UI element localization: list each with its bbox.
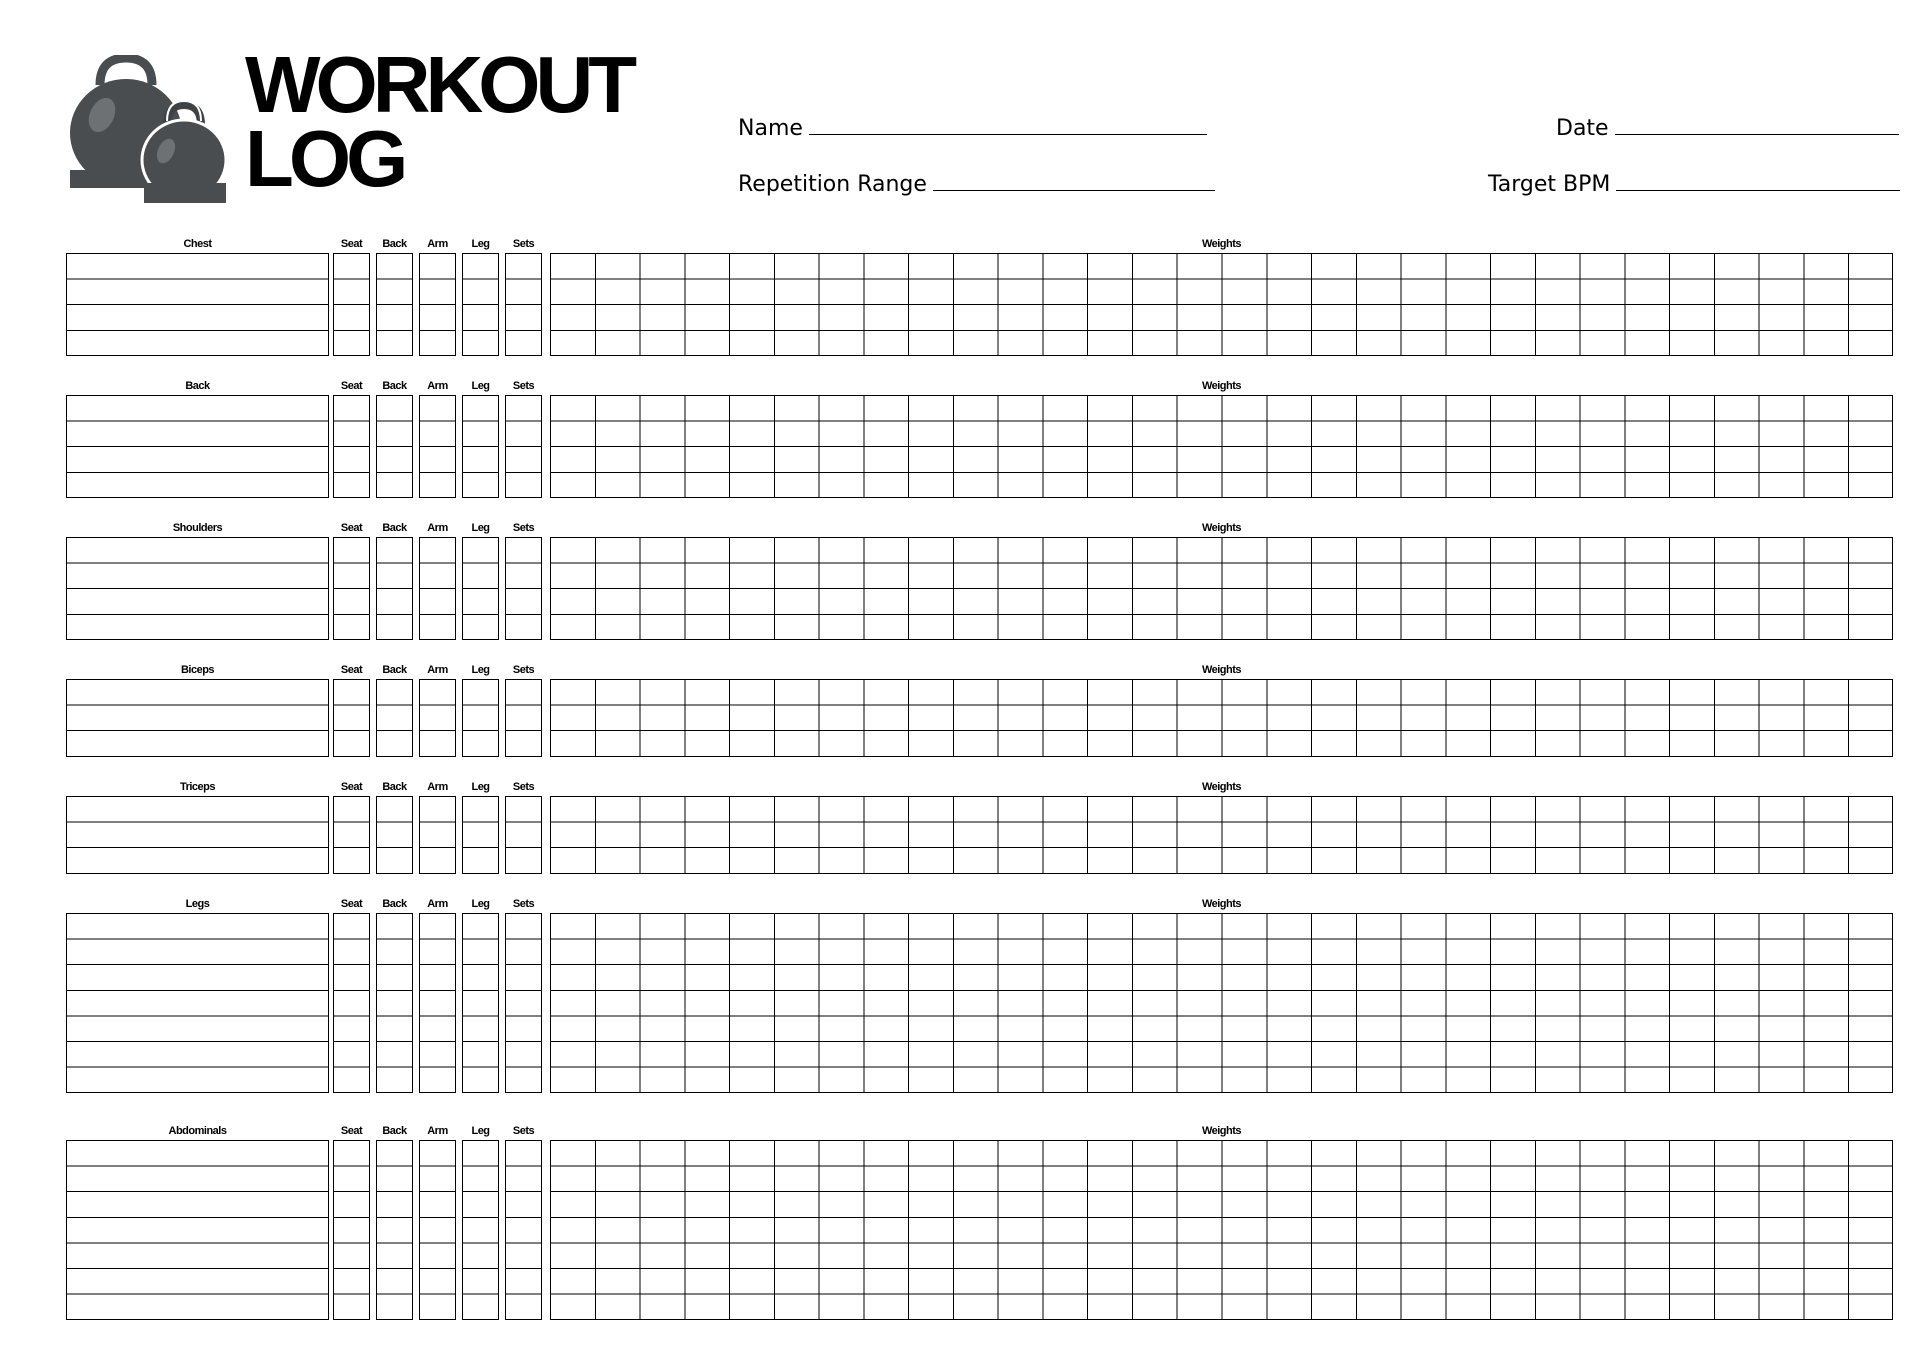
column-header-seat: Seat: [340, 238, 363, 250]
target-bpm-field: [1488, 170, 1900, 199]
weights-grid[interactable]: [550, 913, 1893, 1093]
weights-grid[interactable]: [550, 253, 1893, 356]
section-title: Legs: [185, 898, 210, 910]
column-header-sets: Sets: [512, 898, 535, 910]
repetition-range-input-line[interactable]: [933, 170, 1215, 191]
section-biceps: [66, 664, 1893, 757]
column-sets[interactable]: [505, 395, 542, 498]
column-arm[interactable]: [419, 537, 456, 640]
column-header-seat: Seat: [340, 1125, 363, 1137]
column-sets[interactable]: [505, 537, 542, 640]
section-header: [66, 898, 1893, 913]
section-header: [66, 1125, 1893, 1140]
column-leg[interactable]: [462, 537, 499, 640]
column-header-weights: Weights: [1201, 1125, 1242, 1137]
kettlebell-icon: [62, 55, 232, 205]
section-grid: [66, 796, 1893, 874]
column-arm[interactable]: [419, 796, 456, 874]
target-bpm-input-line[interactable]: [1616, 170, 1900, 191]
title-line-workout: WORKOUT: [245, 40, 633, 129]
date-input-line[interactable]: [1615, 114, 1899, 135]
column-back[interactable]: [376, 796, 413, 874]
name-field: [738, 114, 1207, 143]
column-back[interactable]: [376, 537, 413, 640]
column-seat[interactable]: [333, 679, 370, 757]
column-leg[interactable]: [462, 796, 499, 874]
column-back[interactable]: [376, 913, 413, 1093]
column-leg[interactable]: [462, 679, 499, 757]
column-arm[interactable]: [419, 913, 456, 1093]
target-bpm-label: Target BPM: [1488, 172, 1611, 197]
section-header: [66, 522, 1893, 537]
column-leg[interactable]: [462, 913, 499, 1093]
column-header-leg: Leg: [471, 664, 490, 676]
column-leg[interactable]: [462, 253, 499, 356]
column-header-arm: Arm: [427, 380, 448, 392]
column-back[interactable]: [376, 253, 413, 356]
column-header-arm: Arm: [427, 1125, 448, 1137]
column-sets[interactable]: [505, 796, 542, 874]
section-title: Chest: [183, 238, 212, 250]
column-header-back: Back: [382, 1125, 407, 1137]
column-header-back: Back: [382, 380, 407, 392]
exercise-column[interactable]: [66, 253, 329, 356]
name-input-line[interactable]: [809, 114, 1207, 135]
section-abdominals: [66, 1125, 1893, 1320]
column-sets[interactable]: [505, 679, 542, 757]
column-seat[interactable]: [333, 1140, 370, 1320]
column-header-sets: Sets: [512, 522, 535, 534]
column-header-leg: Leg: [471, 898, 490, 910]
column-header-back: Back: [382, 898, 407, 910]
page-title: [245, 40, 633, 203]
column-header-back: Back: [382, 522, 407, 534]
column-header-arm: Arm: [427, 664, 448, 676]
section-title: Back: [185, 380, 210, 392]
section-triceps: [66, 781, 1893, 874]
column-header-leg: Leg: [471, 1125, 490, 1137]
column-arm[interactable]: [419, 1140, 456, 1320]
section-shoulders: [66, 522, 1893, 640]
column-back[interactable]: [376, 679, 413, 757]
column-arm[interactable]: [419, 253, 456, 356]
column-header-arm: Arm: [427, 238, 448, 250]
column-header-sets: Sets: [512, 238, 535, 250]
name-label: Name: [738, 116, 803, 141]
section-header: [66, 781, 1893, 796]
section-chest: [66, 238, 1893, 356]
column-back[interactable]: [376, 1140, 413, 1320]
section-header: [66, 380, 1893, 395]
column-header-seat: Seat: [340, 522, 363, 534]
section-title: Abdominals: [168, 1125, 227, 1137]
column-header-leg: Leg: [471, 522, 490, 534]
column-sets[interactable]: [505, 913, 542, 1093]
column-arm[interactable]: [419, 679, 456, 757]
section-grid: [66, 679, 1893, 757]
exercise-column[interactable]: [66, 537, 329, 640]
date-label: Date: [1556, 116, 1609, 141]
weights-grid[interactable]: [550, 1140, 1893, 1320]
column-header-back: Back: [382, 238, 407, 250]
exercise-column[interactable]: [66, 395, 329, 498]
column-header-weights: Weights: [1201, 664, 1242, 676]
column-seat[interactable]: [333, 395, 370, 498]
column-seat[interactable]: [333, 913, 370, 1093]
column-header-seat: Seat: [340, 898, 363, 910]
column-header-back: Back: [382, 664, 407, 676]
section-header: [66, 238, 1893, 253]
section-grid: [66, 395, 1893, 498]
column-header-sets: Sets: [512, 664, 535, 676]
column-header-leg: Leg: [471, 238, 490, 250]
weights-grid[interactable]: [550, 796, 1893, 874]
repetition-range-field: [738, 170, 1215, 199]
exercise-column[interactable]: [66, 1140, 329, 1320]
section-legs: [66, 898, 1893, 1093]
section-grid: [66, 537, 1893, 640]
column-header-weights: Weights: [1201, 781, 1242, 793]
section-title: Triceps: [179, 781, 216, 793]
exercise-column[interactable]: [66, 796, 329, 874]
column-header-seat: Seat: [340, 781, 363, 793]
weights-grid[interactable]: [550, 395, 1893, 498]
column-seat[interactable]: [333, 796, 370, 874]
column-header-sets: Sets: [512, 781, 535, 793]
column-seat[interactable]: [333, 253, 370, 356]
weights-grid[interactable]: [550, 537, 1893, 640]
section-header: [66, 664, 1893, 679]
column-leg[interactable]: [462, 1140, 499, 1320]
column-sets[interactable]: [505, 1140, 542, 1320]
column-header-weights: Weights: [1201, 898, 1242, 910]
column-header-arm: Arm: [427, 781, 448, 793]
column-header-weights: Weights: [1201, 522, 1242, 534]
column-back[interactable]: [376, 395, 413, 498]
column-header-leg: Leg: [471, 380, 490, 392]
column-header-seat: Seat: [340, 664, 363, 676]
section-title: Shoulders: [172, 522, 223, 534]
section-grid: [66, 253, 1893, 356]
column-header-arm: Arm: [427, 898, 448, 910]
column-seat[interactable]: [333, 537, 370, 640]
column-header-arm: Arm: [427, 522, 448, 534]
section-grid: [66, 1140, 1893, 1320]
section-grid: [66, 913, 1893, 1093]
column-leg[interactable]: [462, 395, 499, 498]
column-header-sets: Sets: [512, 1125, 535, 1137]
column-header-leg: Leg: [471, 781, 490, 793]
column-header-seat: Seat: [340, 380, 363, 392]
section-back: [66, 380, 1893, 498]
exercise-column[interactable]: [66, 679, 329, 757]
title-line-log: LOG: [245, 114, 404, 203]
column-header-weights: Weights: [1201, 380, 1242, 392]
column-header-back: Back: [382, 781, 407, 793]
date-field: [1556, 114, 1899, 143]
weights-grid[interactable]: [550, 679, 1893, 757]
column-arm[interactable]: [419, 395, 456, 498]
column-sets[interactable]: [505, 253, 542, 356]
column-header-weights: Weights: [1201, 238, 1242, 250]
repetition-range-label: Repetition Range: [738, 172, 927, 197]
column-header-sets: Sets: [512, 380, 535, 392]
exercise-column[interactable]: [66, 913, 329, 1093]
section-title: Biceps: [180, 664, 215, 676]
